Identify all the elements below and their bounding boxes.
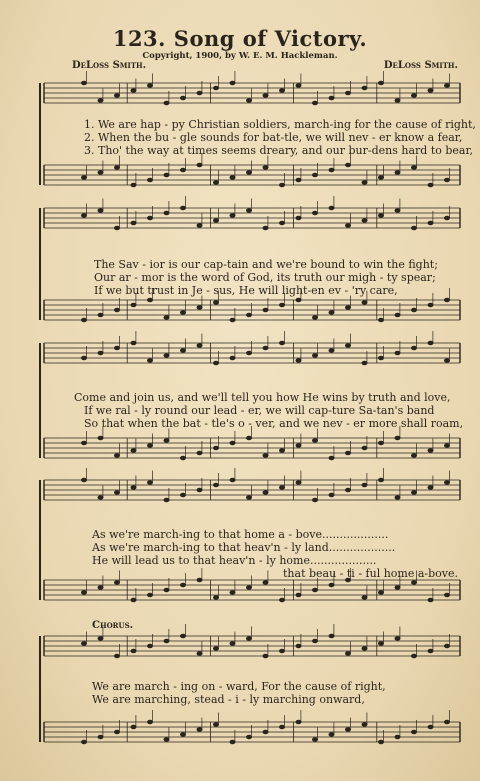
note-head — [296, 298, 301, 302]
note-head — [180, 456, 185, 460]
note-head — [197, 578, 202, 582]
note-head — [296, 720, 301, 724]
note-head — [312, 639, 317, 643]
note-head — [164, 588, 169, 592]
note-head — [230, 478, 235, 482]
note-head — [131, 303, 136, 307]
note-head — [81, 591, 86, 595]
note-head — [444, 444, 449, 448]
note-head — [312, 354, 317, 358]
note-head — [411, 581, 416, 585]
note-head — [263, 654, 268, 658]
note-head — [345, 728, 350, 732]
note-head — [164, 316, 169, 320]
note-head — [279, 303, 284, 307]
note-head — [147, 178, 152, 182]
note-head — [312, 316, 317, 320]
note-head — [296, 444, 301, 448]
note-head — [428, 341, 433, 345]
note-head — [213, 483, 218, 487]
note-head — [114, 166, 119, 170]
note-head — [131, 341, 136, 345]
note-head — [213, 219, 218, 223]
lyric-verse-3-line-4: He will lead us to that heav'n - ly home................... — [92, 554, 377, 567]
note-head — [444, 216, 449, 220]
note-head — [411, 166, 416, 170]
note-head — [81, 642, 86, 646]
note-head — [428, 89, 433, 93]
note-head — [164, 173, 169, 177]
note-head — [395, 586, 400, 590]
note-head — [164, 498, 169, 502]
note-head — [180, 206, 185, 210]
note-head — [81, 318, 86, 322]
note-head — [395, 209, 400, 213]
lyric-verse-3-line-3: So that when the bat - tle's o - ver, and we nev - er more shall roam, — [84, 417, 464, 430]
note-head — [312, 101, 317, 105]
note-head — [164, 439, 169, 443]
lyric-verse-2-line-3: If we ral - ly round our lead - er, we will cap-ture Sa-tan's band — [84, 404, 435, 417]
note-head — [345, 224, 350, 228]
note-head — [164, 354, 169, 358]
note-head — [263, 94, 268, 98]
note-head — [246, 209, 251, 213]
note-head — [411, 346, 416, 350]
note-head — [444, 298, 449, 302]
note-head — [279, 89, 284, 93]
note-head — [164, 101, 169, 105]
note-head — [246, 313, 251, 317]
note-head — [279, 649, 284, 653]
chorus-label: Chorus. — [92, 620, 134, 631]
note-head — [131, 725, 136, 729]
note-head — [444, 178, 449, 182]
note-head — [279, 486, 284, 490]
note-head — [164, 738, 169, 742]
note-head — [312, 173, 317, 177]
note-head — [296, 481, 301, 485]
note-head — [395, 637, 400, 641]
note-head — [378, 176, 383, 180]
note-head — [296, 359, 301, 363]
note-head — [81, 441, 86, 445]
note-head — [230, 356, 235, 360]
note-head — [362, 361, 367, 365]
note-head — [345, 306, 350, 310]
note-head — [263, 491, 268, 495]
note-head — [428, 598, 433, 602]
note-head — [147, 444, 152, 448]
note-head — [378, 591, 383, 595]
note-head — [411, 226, 416, 230]
note-head — [411, 491, 416, 495]
note-head — [312, 211, 317, 215]
note-head — [296, 593, 301, 597]
note-head — [180, 733, 185, 737]
note-head — [444, 720, 449, 724]
note-head — [411, 94, 416, 98]
note-head — [428, 183, 433, 187]
hymn-name: Song of Victory. — [173, 26, 368, 51]
lyric-verse-1-line-3: Come and join us, and we'll tell you how He wins by truth and love, — [74, 391, 451, 404]
note-head — [114, 454, 119, 458]
note-head — [395, 99, 400, 103]
note-head — [362, 86, 367, 90]
lyric-verse-1-line-1: 1. We are hap - py Christian soldiers, march-ing for the cause of right, — [84, 118, 476, 131]
note-head — [230, 441, 235, 445]
note-head — [329, 311, 334, 315]
note-head — [180, 634, 185, 638]
note-head — [263, 226, 268, 230]
note-head — [378, 356, 383, 360]
note-head — [230, 214, 235, 218]
note-head — [213, 86, 218, 90]
note-head — [345, 344, 350, 348]
note-head — [345, 91, 350, 95]
note-head — [213, 723, 218, 727]
lyric-refrain-tail: that beau - ti - ful home a-bove. — [283, 567, 459, 580]
note-head — [164, 639, 169, 643]
note-head — [411, 654, 416, 658]
note-head — [312, 588, 317, 592]
note-head — [81, 176, 86, 180]
note-head — [378, 441, 383, 445]
note-head — [147, 216, 152, 220]
note-head — [263, 166, 268, 170]
note-head — [114, 308, 119, 312]
note-head — [279, 183, 284, 187]
note-head — [98, 496, 103, 500]
note-head — [180, 583, 185, 587]
note-head — [296, 84, 301, 88]
note-head — [131, 449, 136, 453]
note-head — [147, 593, 152, 597]
note-head — [329, 168, 334, 172]
note-head — [395, 735, 400, 739]
note-head — [131, 598, 136, 602]
words-credit: DeLoss Smith. — [72, 60, 147, 71]
note-head — [230, 740, 235, 744]
note-head — [197, 224, 202, 228]
note-head — [428, 221, 433, 225]
note-head — [147, 644, 152, 648]
note-head — [98, 351, 103, 355]
note-head — [329, 493, 334, 497]
note-head — [98, 99, 103, 103]
note-head — [263, 454, 268, 458]
note-head — [197, 451, 202, 455]
note-head — [395, 351, 400, 355]
note-head — [263, 308, 268, 312]
note-head — [378, 642, 383, 646]
note-head — [296, 216, 301, 220]
note-head — [114, 491, 119, 495]
note-head — [246, 637, 251, 641]
note-head — [131, 486, 136, 490]
note-head — [98, 436, 103, 440]
lyric-verse-2-line-2: Our ar - mor is the word of God, its truth our migh - ty spear; — [94, 271, 436, 284]
note-head — [197, 344, 202, 348]
note-head — [98, 313, 103, 317]
note-head — [329, 96, 334, 100]
note-head — [378, 478, 383, 482]
lyric-verse-3-line-1: 3. Tho' the way at times seems dreary, and our bur-dens hard to bear, — [84, 144, 474, 157]
note-head — [114, 346, 119, 350]
note-head — [180, 493, 185, 497]
note-head — [131, 183, 136, 187]
note-head — [230, 591, 235, 595]
note-head — [246, 735, 251, 739]
note-head — [197, 163, 202, 167]
note-head — [98, 637, 103, 641]
lyric-verse-1-line-4: As we're march-ing to that home a - bove................... — [92, 528, 389, 541]
note-head — [263, 581, 268, 585]
lyric-verse-1-line-2: The Sav - ior is our cap-tain and we're bound to win the fight; — [94, 258, 438, 271]
note-head — [296, 644, 301, 648]
note-head — [213, 361, 218, 365]
note-head — [345, 488, 350, 492]
note-head — [395, 436, 400, 440]
note-head — [98, 209, 103, 213]
note-head — [230, 176, 235, 180]
chorus-lyric-line-1: We are march - ing on - ward, For the cause of right, — [92, 680, 386, 693]
music-credit: DeLoss Smith. — [383, 60, 458, 71]
note-head — [279, 449, 284, 453]
note-head — [114, 654, 119, 658]
note-head — [362, 181, 367, 185]
note-head — [378, 214, 383, 218]
chorus-lyric-line-2: We are marching, stead - i - ly marching onward, — [92, 693, 365, 706]
note-head — [246, 496, 251, 500]
note-head — [362, 723, 367, 727]
note-head — [444, 84, 449, 88]
lyric-verse-2-line-4: As we're march-ing to that heav'n - ly land................... — [92, 541, 396, 554]
note-head — [263, 346, 268, 350]
note-head — [246, 171, 251, 175]
note-head — [131, 89, 136, 93]
note-head — [230, 81, 235, 85]
note-head — [180, 349, 185, 353]
note-head — [312, 738, 317, 742]
note-head — [395, 496, 400, 500]
note-head — [411, 308, 416, 312]
note-head — [329, 634, 334, 638]
note-head — [213, 596, 218, 600]
note-head — [213, 181, 218, 185]
note-head — [98, 735, 103, 739]
note-head — [197, 488, 202, 492]
note-head — [164, 211, 169, 215]
note-head — [147, 298, 152, 302]
note-head — [279, 598, 284, 602]
lyric-verse-2-line-1: 2. When the bu - gle sounds for bat-tle, we will nev - er know a fear, — [84, 131, 463, 144]
note-head — [180, 311, 185, 315]
note-head — [213, 301, 218, 305]
note-head — [444, 359, 449, 363]
note-head — [131, 649, 136, 653]
note-head — [411, 454, 416, 458]
lyric-verse-3-line-2: If we but trust in Je - sus, He will light-en ev - 'ry care, — [94, 284, 398, 297]
note-head — [345, 652, 350, 656]
note-head — [263, 730, 268, 734]
note-head — [180, 96, 185, 100]
note-head — [81, 214, 86, 218]
note-head — [329, 733, 334, 737]
note-head — [444, 481, 449, 485]
note-head — [428, 486, 433, 490]
note-head — [362, 647, 367, 651]
note-head — [81, 478, 86, 482]
note-head — [378, 318, 383, 322]
note-head — [378, 81, 383, 85]
note-head — [428, 649, 433, 653]
note-head — [312, 498, 317, 502]
copyright-line: Copyright, 1900, by W. E. M. Hackleman. — [142, 51, 338, 61]
note-head — [428, 449, 433, 453]
note-head — [147, 359, 152, 363]
note-head — [362, 219, 367, 223]
note-head — [197, 306, 202, 310]
note-head — [114, 581, 119, 585]
note-head — [230, 642, 235, 646]
note-head — [279, 221, 284, 225]
note-head — [114, 730, 119, 734]
note-head — [81, 356, 86, 360]
note-head — [395, 313, 400, 317]
note-head — [345, 163, 350, 167]
note-head — [197, 91, 202, 95]
note-head — [329, 206, 334, 210]
note-head — [378, 740, 383, 744]
note-head — [345, 451, 350, 455]
note-head — [296, 178, 301, 182]
note-head — [362, 483, 367, 487]
note-head — [98, 586, 103, 590]
note-head — [246, 351, 251, 355]
note-head — [329, 583, 334, 587]
hymn-number: 123. — [112, 26, 166, 51]
note-head — [230, 318, 235, 322]
note-head — [197, 728, 202, 732]
note-head — [197, 652, 202, 656]
note-head — [428, 303, 433, 307]
note-head — [131, 221, 136, 225]
note-head — [279, 341, 284, 345]
note-head — [81, 740, 86, 744]
note-head — [81, 81, 86, 85]
note-head — [444, 593, 449, 597]
note-head — [180, 168, 185, 172]
note-head — [114, 226, 119, 230]
note-head — [98, 171, 103, 175]
note-head — [395, 171, 400, 175]
note-head — [312, 439, 317, 443]
note-head — [329, 349, 334, 353]
note-head — [246, 99, 251, 103]
note-head — [246, 436, 251, 440]
note-head — [411, 730, 416, 734]
note-head — [246, 586, 251, 590]
note-head — [362, 596, 367, 600]
note-head — [329, 456, 334, 460]
note-head — [362, 446, 367, 450]
note-head — [279, 725, 284, 729]
note-head — [147, 481, 152, 485]
note-head — [444, 644, 449, 648]
note-head — [147, 720, 152, 724]
note-head — [428, 725, 433, 729]
note-head — [114, 94, 119, 98]
note-head — [362, 301, 367, 305]
note-head — [213, 446, 218, 450]
note-head — [213, 647, 218, 651]
note-head — [147, 84, 152, 88]
